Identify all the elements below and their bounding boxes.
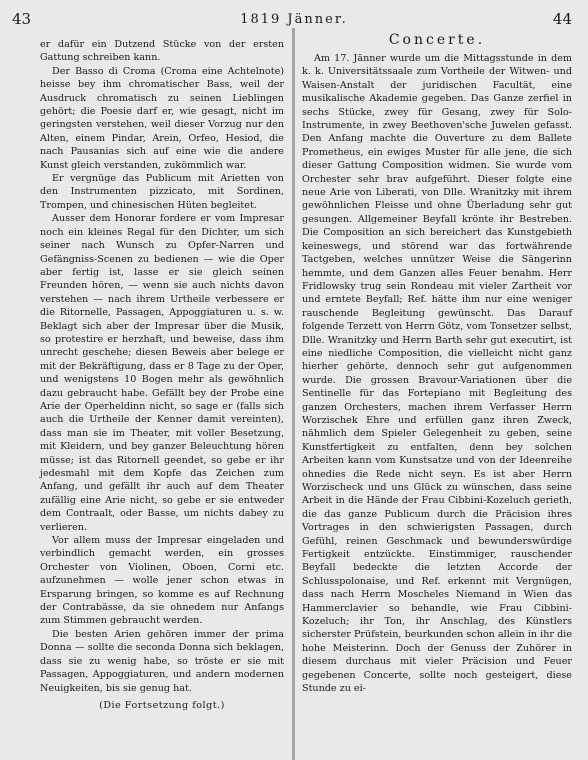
continuation-note: (Die Fortsetzung folgt.) <box>99 699 225 711</box>
section-title: Concerte. <box>388 32 486 48</box>
left-paragraph-5: Vor allem muss der Impresar eingeladen und verbindlich gemacht werden, ein grosses Orchester von Violinen, Oboen, Corni etc. aufzunehmen — wolle jener schon etwas in Ersparung bringen, so komme es auf Rechnung der Contrabässe, da sie ohnedem nur Anfangs zum Stimmen gebraucht werden. <box>40 535 284 627</box>
column-gutter <box>292 28 295 760</box>
left-paragraph-4: Ausser dem Honorar fordere er vom Impresar noch ein kleines Regal für den Dichter, um sich seiner nach Wunsch zu Opfer-Narren und Gefängniss-Scenen zu bedienen — wie die Oper aber fertig ist, lasse er sie gleich seinen Freunden hören, — wenn sie auch nichts davon verstehen — nach ihrem Urtheile verbessere er die Ritornelle, Passagen, Appoggiaturen u. s. w. Beklagt sich aber der Impresar über die Musik, so protestire er herzhaft, und beweise, dass ihm unrecht geschehe; diesen Beweis aber belege er mit der Bekräftigung, dass er 8 Tage zu der Oper, und wenigstens 10 Bogen mehr als gewöhnlich dazu gebraucht habe. Gefällt bey der Probe eine Arie der Operheldinn nicht, so sage er (falls sich auch die Urtheile der Kenner damit vereinten), dass man sie im Theater, mit voller Besetzung, mit Kleidern, und bey ganzer Beleuchtung hören müsse; ist das Ritornell geendet, so gebe er ihr jedesmahl mit dem Kopfe das Zeichen zum Anfang, und gefällt ihr auch auf dem Theater zufällig eine Arie nicht, so gebe er sie entweder dem Contraalt, oder Basse, um nichts dabey zu verlieren. <box>40 213 284 533</box>
right-column <box>302 52 572 696</box>
page-number-right: 44 <box>552 10 572 28</box>
left-paragraph-6: Die besten Arien gehören immer der prima Donna — sollte die seconda Donna sich beklagen, dass sie zu wenig habe, so tröste er sie mit Passagen, Appoggiaturen, und andern modernen Neuigkeiten, bis sie genug hat. <box>40 628 284 694</box>
running-title: 1819 Jänner. <box>240 12 348 27</box>
left-column <box>40 38 284 712</box>
left-paragraph-2: Der Basso di Croma (Croma eine Achtelnote) heisse bey ihm chromatischer Bass, weil der Ausdruck chromatisch zu seinen Lieblingen gehört; die Poesie darf er, wie gesagt, nicht im geringsten verstehen, weil dieser Vorzug nur den Alten, einem Pindar, Arein, Orfeo, Hesiod, die nach Pausanias sich auf eine wie die andere Kunst gleich verstanden, zukömmlich war. <box>40 65 284 171</box>
left-paragraph-1: er dafür ein Dutzend Stücke von der ersten Gattung schreiben kann. <box>40 39 284 64</box>
page-number-left: 43 <box>12 10 32 28</box>
left-paragraph-3: Er vergnüge das Publicum mit Arietten von den Instrumenten pizzicato, mit Sordinen, Trompen, und chinesischen Hüten begleitet. <box>40 173 284 211</box>
right-paragraph-1: Am 17. Jänner wurde um die Mittagsstunde in dem k. k. Universitätssaale zum Vortheile der Witwen- und Waisen-Anstalt der juridischen Facultät, eine musikalische Akademie gegeben. Das Ganze zerfiel in sechs Stücke, zwey für Gesang, zwey für Solo-Instrumente, in zwey Beethoven'sche Juwelen gefasst. Den Anfang machte die Ouverture zu dem Ballete Prometheus, ein ewiges Muster für alle jene, die sich dieser Gattung Composition widmen. Sie wurde vom Orchester sehr brav aufgeführt. Dieser folgte eine neue Arie von Liberati, von Dlle. Wranitzky mit ihrem gewöhnlichen Fleisse und ohne Überladung sehr gut gesungen. Allgemeiner Beyfall krönte ihr Bestreben. Die Composition an sich bereichert das Kunstgebieth keineswegs, und störend war das fortwährende Tactgeben, welches unnützer Weise die Sängerinn hemmte, und dem Ganzen alles Feuer benahm. Herr Fridlowsky trug sein Rondeau mit vieler Zartheit vor und erntete Beyfall; Ref. hätte ihm nur eine weniger rauschende Begleitung gewünscht. Das Darauf folgende Terzett von Herrn Götz, vom Tonsetzer selbst, Dlle. Wranitzky und Herrn Barth sehr gut executirt, ist eine niedliche Composition, die vielleicht nicht ganz hierher gehörte, dennoch sehr gut aufgenommen wurde. Die grossen Bravour-Variationen über die Sentinelle für das Fortepiano mit Begleitung des ganzen Orchesters, machen ihrem Verfasser Herrn Worzischek Ehre und erfüllen ganz ihren Zweck, nähmlich dem Spieler Gelegenheit zu geben, seine Kunstfertigkeit zu entfalten, denn bey solchen Arbeiten kann vom Kunstsatze und von der Ideenreihe ohnedies die Rede nicht seyn. Es ist aber Herrn Worzischeck und uns Glück zu wünschen, dass seine Arbeit in die Hände der Frau Cibbini-Kozeluch gerieth, die das ganze Publicum durch die Präcision ihres Vortrages in den schwierigsten Passagen, durch Gefühl, reinen Geschmack und bewunderswürdige Fertigkeit entzückte. Einstimmiger, rauschender Beyfall bedeckte die letzten Accorde der Schlusspolonaise, und Ref. erkennt mit Vergnügen, dass nach Herrn Moscheles Niemand in Wien das Hammerclavier so behandle, wie Frau Cibbini-Kozeluch; ihr Ton, ihr Anschlag, des Künstlers sicherster Prüfstein, beurkunden schon allein in ihr die hohe Meisterinn. Doch der Genuss der Zuhörer in diesem durchaus mit vieler Präcision und Feuer gegebenen Concerte, sollte noch gesteigert, diese Stunde zu ei- <box>302 53 572 695</box>
